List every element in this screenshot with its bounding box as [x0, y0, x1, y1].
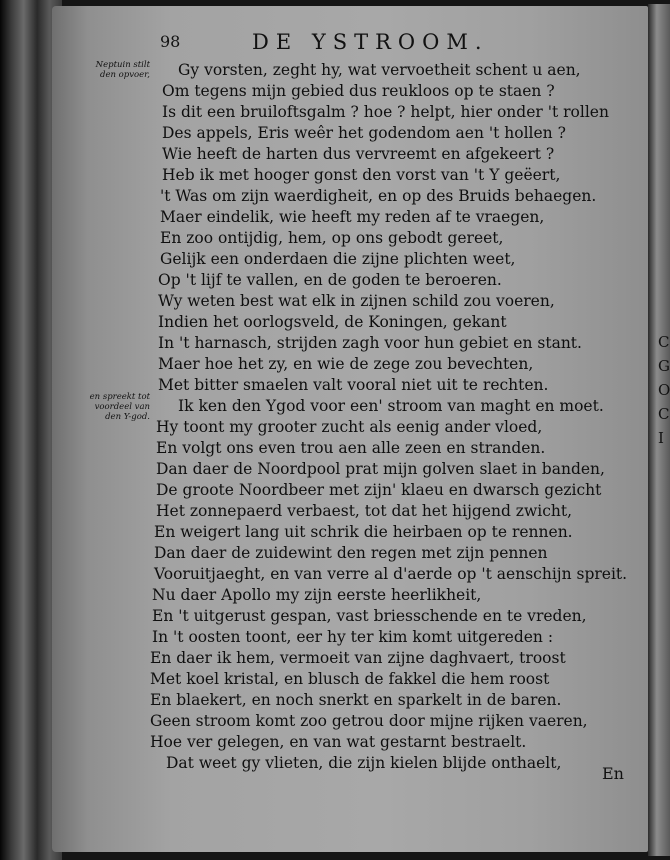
verse-line: En weigert lang uit schrik die heirbaen op te rennen. [154, 523, 573, 541]
verse-line: Om tegens mijn gebied dus reukloos op te staen ? [162, 82, 555, 100]
page-header [160, 30, 550, 56]
page-number: 98 [160, 32, 181, 51]
verse-line: Hy toont my grooter zucht als eenig ander vloed, [156, 418, 543, 436]
verse-line: Indien het oorlogsveld, de Koningen, gekant [158, 313, 507, 331]
verse-line: 't Was om zijn waerdigheit, en op des Bruids behaegen. [160, 187, 597, 205]
verse-line: In 't oosten toont, eer hy ter kim komt uitgereden : [152, 628, 554, 646]
verse-line: En zoo ontijdig, hem, op ons gebodt gereet, [160, 229, 504, 247]
verse-line: Dan daer de Noordpool prat mijn golven slaet in banden, [156, 460, 605, 478]
verse-line: Op 't lijf te vallen, en de goden te beroeren. [158, 271, 502, 289]
verse-line: Maer eindelik, wie heeft my reden af te vraegen, [160, 208, 545, 226]
verse-line: Met bitter smaelen valt vooral niet uit te rechten. [158, 376, 549, 394]
verse-line: Ik ken den Ygod voor een' stroom van maght en moet. [178, 397, 604, 415]
catchword: En [602, 764, 624, 783]
verse-line: Gelijk een onderdaen die zijne plichten weet, [160, 250, 516, 268]
verse-line: De groote Noordbeer met zijn' klaeu en dwarsch gezicht [156, 481, 602, 499]
verse-line: En blaekert, en noch snerkt en sparkelt in de baren. [150, 691, 562, 709]
adjacent-page-letters [658, 330, 670, 450]
edge-letter: C [658, 405, 670, 423]
edge-letter: O [658, 381, 670, 399]
verse-line: Gy vorsten, zeght hy, wat vervoetheit schent u aen, [178, 61, 581, 79]
verse-line: Nu daer Apollo my zijn eerste heerlikheit, [152, 586, 482, 604]
verse-line: Des appels, Eris weêr het godendom aen 't hollen ? [162, 124, 566, 142]
edge-letter: C [658, 333, 670, 351]
verse-line: Met koel kristal, en blusch de fakkel die hem roost [150, 670, 550, 688]
verse-line: In 't harnasch, strijden zagh voor hun gebiet en stant. [158, 334, 582, 352]
margin-note-ygod: en spreekt tot voordeel van den Y-god. [89, 392, 150, 422]
verse-line: Dat weet gy vlieten, die zijn kielen blijde onthaelt, [166, 754, 562, 772]
verse-line: En daer ik hem, vermoeit van zijne daghvaert, troost [150, 649, 566, 667]
running-title: DE YSTROOM. [252, 30, 489, 54]
verse-line: Geen stroom komt zoo getrou door mijne rijken vaeren, [150, 712, 588, 730]
verse-line: Is dit een bruiloftsgalm ? hoe ? helpt, hier onder 't rollen [162, 103, 609, 121]
verse-line: En volgt ons even trou aen alle zeen en stranden. [156, 439, 546, 457]
verse-line: Wy weten best wat elk in zijnen schild zou voeren, [158, 292, 555, 310]
verse-line: Wie heeft de harten dus vervreemt en afgekeert ? [162, 145, 555, 163]
verse-line: Vooruitjaeght, en van verre al d'aerde op 't aenschijn spreit. [154, 565, 628, 583]
verse-line: En 't uitgerust gespan, vast briesschende en te vreden, [152, 607, 587, 625]
edge-letter: I [658, 429, 664, 447]
verse-line: Heb ik met hooger gonst den vorst van 't Y geëert, [162, 166, 561, 184]
verse-line: Hoe ver gelegen, en van wat gestarnt bestraelt. [150, 733, 527, 751]
verse-line: Maer hoe het zy, en wie de zege zou bevechten, [158, 355, 534, 373]
verse-line: Het zonnepaerd verbaest, tot dat het hijgend zwicht, [156, 502, 573, 520]
edge-letter: G [658, 357, 670, 375]
margin-note-neptune: Neptuin stilt den opvoer, [95, 60, 150, 80]
verse-line: Dan daer de zuidewint den regen met zijn pennen [154, 544, 548, 562]
